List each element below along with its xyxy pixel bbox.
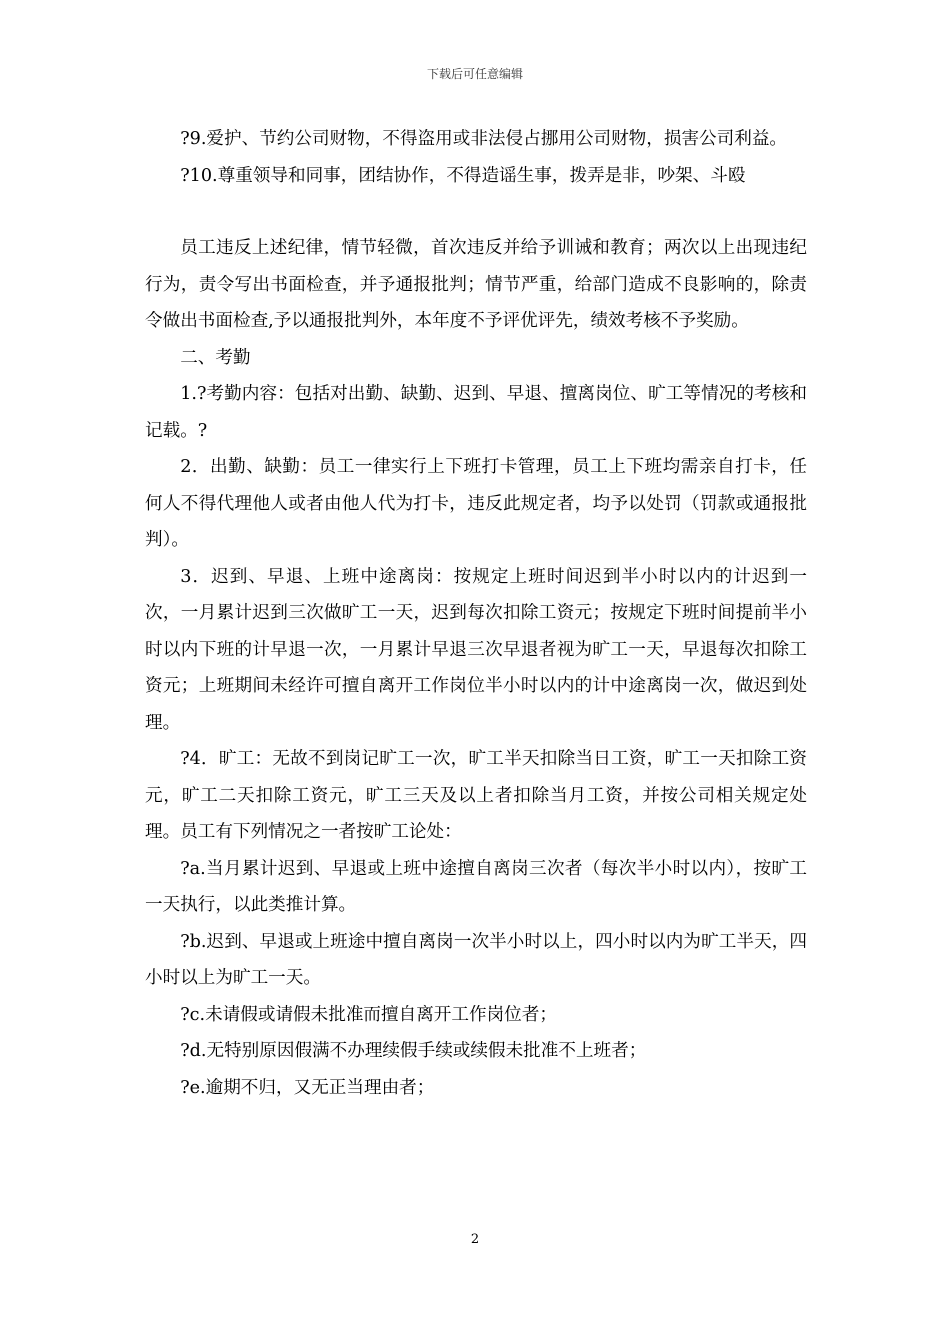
paragraph-rule-9: ?9.爱护、节约公司财物，不得盗用或非法侵占挪用公司财物，损害公司利益。 xyxy=(180,129,788,149)
paragraph-attendance-clock-in: 2．出勤、缺勤：员工一律实行上下班打卡管理，员工上下班均需亲自打卡，任何人不得代理他人或者由他人代为打卡，违反此规定者，均予以处罚（罚款或通报批判）。 xyxy=(145,457,807,550)
list-item-c: ?c.未请假或请假未批准而擅自离开工作岗位者； xyxy=(180,1004,557,1025)
page-header: 下载后可任意编辑 xyxy=(426,67,523,81)
list-item-a: ?a.当月累计迟到、早退或上班中途擅自离岗三次者（每次半小时以内），按旷工一天执行，以此类推计算。 xyxy=(145,858,807,915)
paragraph-discipline-penalty: 员工违反上述纪律，情节轻微，首次违反并给予训诫和教育；两次以上出现违纪行为，责令写出书面检查，并予通报批判；情节严重，给部门造成不良影响的，除责令做出书面检查,予以通报批判外，本年度不予评优评先，绩效考核不予奖励。 xyxy=(145,238,807,331)
list-item-d: ?d.无特别原因假满不办理续假手续或续假未批准不上班者； xyxy=(180,1041,647,1061)
page-number: 2 xyxy=(470,1232,480,1247)
list-item-e: ?e.逾期不归，又无正当理由者； xyxy=(180,1077,435,1098)
section-heading-attendance: 二、考勤 xyxy=(180,347,251,368)
paragraph-rule-10: ?10.尊重领导和同事，团结协作，不得造谣生事，拨弄是非，吵架、斗殴 xyxy=(180,165,746,186)
list-item-b: ?b.迟到、早退或上班途中擅自离岗一次半小时以上，四小时以内为旷工半天，四小时以上为旷工一天。 xyxy=(145,931,807,988)
paragraph-absenteeism: ?4．旷工：无故不到岗记旷工一次，旷工半天扣除当日工资，旷工一天扣除工资元，旷工二天扣除工资元，旷工三天及以上者扣除当月工资，并按公司相关规定处理。员工有下列情况之一者按旷工论处： xyxy=(145,749,807,842)
document-body xyxy=(145,121,807,1106)
paragraph-late-early-leave: 3．迟到、早退、上班中途离岗：按规定上班时间迟到半小时以内的计迟到一次，一月累计迟到三次做旷工一天，迟到每次扣除工资元；按规定下班时间提前半小时以内下班的计早退一次，一月累计早退三次早退者视为旷工一天，早退每次扣除工资元；上班期间未经许可擅自离开工作岗位半小时以内的计中途离岗一次，做迟到处理。 xyxy=(145,566,807,733)
paragraph-attendance-content: 1.?考勤内容：包括对出勤、缺勤、迟到、早退、擅离岗位、旷工等情况的考核和记载。? xyxy=(145,384,807,441)
